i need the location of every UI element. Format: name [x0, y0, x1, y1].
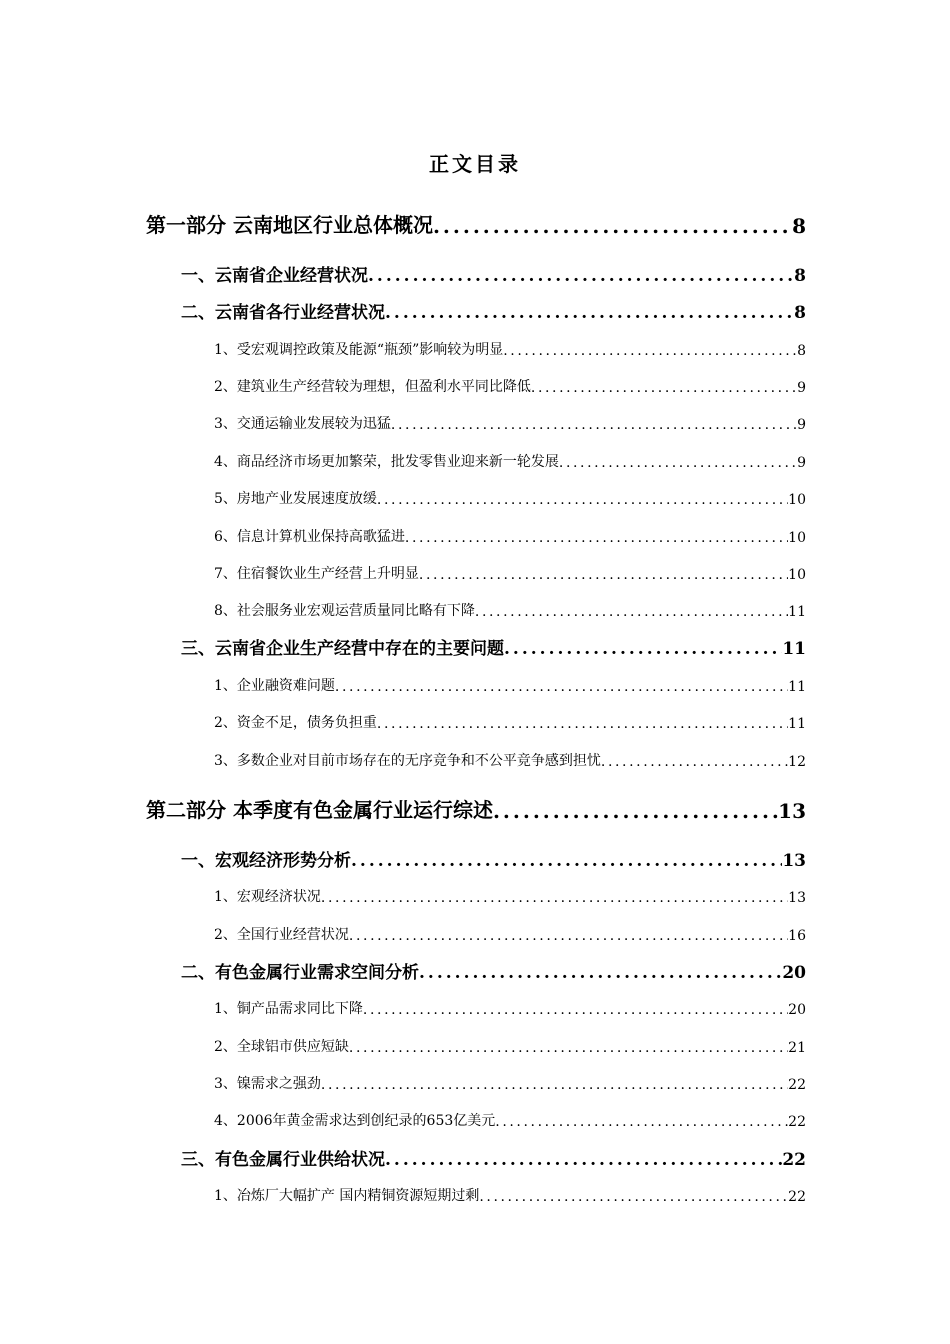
toc-section[interactable] — [181, 1146, 806, 1170]
toc-page-number: 21 — [788, 1040, 806, 1056]
dot-leader — [405, 530, 788, 546]
toc-entry-label: 6、信息计算机业保持高歌猛进 — [214, 529, 405, 545]
dot-leader — [368, 266, 794, 286]
toc-entry-label: 1、冶炼厂大幅扩产 国内精铜资源短期过剩 — [214, 1188, 480, 1204]
toc-subsection[interactable] — [214, 1110, 806, 1130]
toc-subsection[interactable] — [214, 451, 806, 471]
toc-entry-label: 1、受宏观调控政策及能源“瓶颈”影响较为明显 — [214, 342, 504, 358]
toc-page-number: 20 — [788, 1002, 806, 1018]
toc-page-number: 10 — [788, 567, 806, 583]
dot-leader — [351, 851, 782, 871]
toc-entry-label: 第一部分 云南地区行业总体概况 — [146, 213, 433, 237]
toc-part-2[interactable] — [146, 795, 806, 823]
toc-section[interactable] — [181, 959, 806, 983]
dot-leader — [377, 492, 788, 508]
toc-page-number: 9 — [797, 455, 806, 471]
toc-entry-label: 一、宏观经济形势分析 — [181, 851, 351, 871]
toc-page-number: 8 — [792, 214, 806, 238]
dot-leader — [335, 679, 788, 695]
dot-leader — [377, 716, 788, 732]
toc-page-number: 13 — [782, 851, 806, 871]
toc-subsection[interactable] — [214, 488, 806, 508]
toc-page-number: 8 — [794, 266, 806, 286]
dot-leader — [391, 417, 797, 433]
toc-subsection[interactable] — [214, 526, 806, 546]
toc-subsection[interactable] — [214, 563, 806, 583]
toc-section[interactable] — [181, 635, 806, 659]
dot-leader — [363, 1002, 788, 1018]
toc-subsection[interactable] — [214, 924, 806, 944]
toc-subsection[interactable] — [214, 1036, 806, 1056]
dot-leader — [385, 303, 794, 323]
dot-leader — [601, 754, 788, 770]
toc-entry-label: 2、资金不足，债务负担重 — [214, 715, 377, 731]
dot-leader — [349, 1040, 788, 1056]
toc-entry-label: 2、建筑业生产经营较为理想，但盈利水平同比降低 — [214, 379, 531, 395]
toc-page-number: 22 — [788, 1114, 806, 1130]
dot-leader — [475, 604, 788, 620]
toc-subsection[interactable] — [214, 600, 806, 620]
toc-part-1[interactable] — [146, 210, 806, 238]
dot-leader — [321, 890, 788, 906]
toc-section[interactable] — [181, 299, 806, 323]
toc-page-number: 22 — [782, 1150, 806, 1170]
toc-subsection[interactable] — [214, 1185, 806, 1205]
toc-entry-label: 2、全国行业经营状况 — [214, 927, 349, 943]
toc-page-number: 16 — [788, 928, 806, 944]
toc-entry-label: 三、云南省企业生产经营中存在的主要问题 — [181, 639, 504, 659]
toc-page-number: 9 — [797, 380, 806, 396]
toc-page-number: 10 — [788, 492, 806, 508]
dot-leader — [321, 1077, 788, 1093]
toc-entry-label: 三、有色金属行业供给状况 — [181, 1150, 385, 1170]
dot-leader — [419, 963, 782, 983]
toc-subsection[interactable] — [214, 339, 806, 359]
dot-leader — [504, 639, 782, 659]
toc-entry-label: 4、2006年黄金需求达到创纪录的653亿美元 — [214, 1113, 496, 1129]
dot-leader — [531, 380, 797, 396]
dot-leader — [419, 567, 788, 583]
toc-subsection[interactable] — [214, 712, 806, 732]
toc-page-number: 22 — [788, 1189, 806, 1205]
dot-leader — [433, 214, 792, 238]
toc-subsection[interactable] — [214, 1073, 806, 1093]
toc-entry-label: 一、云南省企业经营状况 — [181, 266, 368, 286]
toc-entry-label: 二、云南省各行业经营状况 — [181, 303, 385, 323]
toc-entry-label: 3、多数企业对目前市场存在的无序竞争和不公平竞争感到担忧 — [214, 753, 601, 769]
toc-entry-label: 3、交通运输业发展较为迅猛 — [214, 416, 391, 432]
dot-leader — [495, 1114, 788, 1130]
toc-entry-label: 1、企业融资难问题 — [214, 678, 335, 694]
toc-entry-label: 7、住宿餐饮业生产经营上升明显 — [214, 566, 419, 582]
dot-leader — [385, 1150, 782, 1170]
toc-page-number: 13 — [778, 799, 806, 823]
toc-page-number: 11 — [788, 716, 806, 732]
toc-page-number: 20 — [782, 963, 806, 983]
toc-section[interactable] — [181, 847, 806, 871]
page-title: 正文目录 — [429, 152, 521, 176]
toc-entry-label: 4、商品经济市场更加繁荣，批发零售业迎来新一轮发展 — [214, 454, 559, 470]
toc-page-number: 11 — [788, 604, 806, 620]
dot-leader — [559, 455, 797, 471]
toc-entry-label: 第二部分 本季度有色金属行业运行综述 — [146, 798, 493, 822]
toc-subsection[interactable] — [214, 998, 806, 1018]
toc-entry-label: 2、全球铝市供应短缺 — [214, 1039, 349, 1055]
dot-leader — [349, 928, 788, 944]
toc-page-number: 11 — [782, 639, 806, 659]
toc-section[interactable] — [181, 262, 806, 286]
toc-entry-label: 3、镍需求之强劲 — [214, 1076, 321, 1092]
toc-entry-label: 1、宏观经济状况 — [214, 889, 321, 905]
toc-subsection[interactable] — [214, 675, 806, 695]
toc-entry-label: 二、有色金属行业需求空间分析 — [181, 963, 419, 983]
toc-page-number: 11 — [788, 679, 806, 695]
toc-page-number: 8 — [794, 303, 806, 323]
toc-page-number: 12 — [788, 754, 806, 770]
dot-leader — [493, 799, 778, 823]
dot-leader — [503, 343, 797, 359]
toc-page-number: 9 — [797, 417, 806, 433]
toc-subsection[interactable] — [214, 376, 806, 396]
dot-leader — [479, 1189, 788, 1205]
toc-subsection[interactable] — [214, 886, 806, 906]
toc-page-number: 22 — [788, 1077, 806, 1093]
toc-entry-label: 1、铜产品需求同比下降 — [214, 1001, 363, 1017]
toc-page-number: 13 — [788, 890, 806, 906]
toc-subsection[interactable] — [214, 750, 806, 770]
toc-entry-label: 8、社会服务业宏观运营质量同比略有下降 — [214, 603, 475, 619]
toc-page-number: 10 — [788, 530, 806, 546]
toc-entry-label: 5、房地产业发展速度放缓 — [214, 491, 377, 507]
toc-page-number: 8 — [797, 343, 806, 359]
toc-subsection[interactable] — [214, 413, 806, 433]
